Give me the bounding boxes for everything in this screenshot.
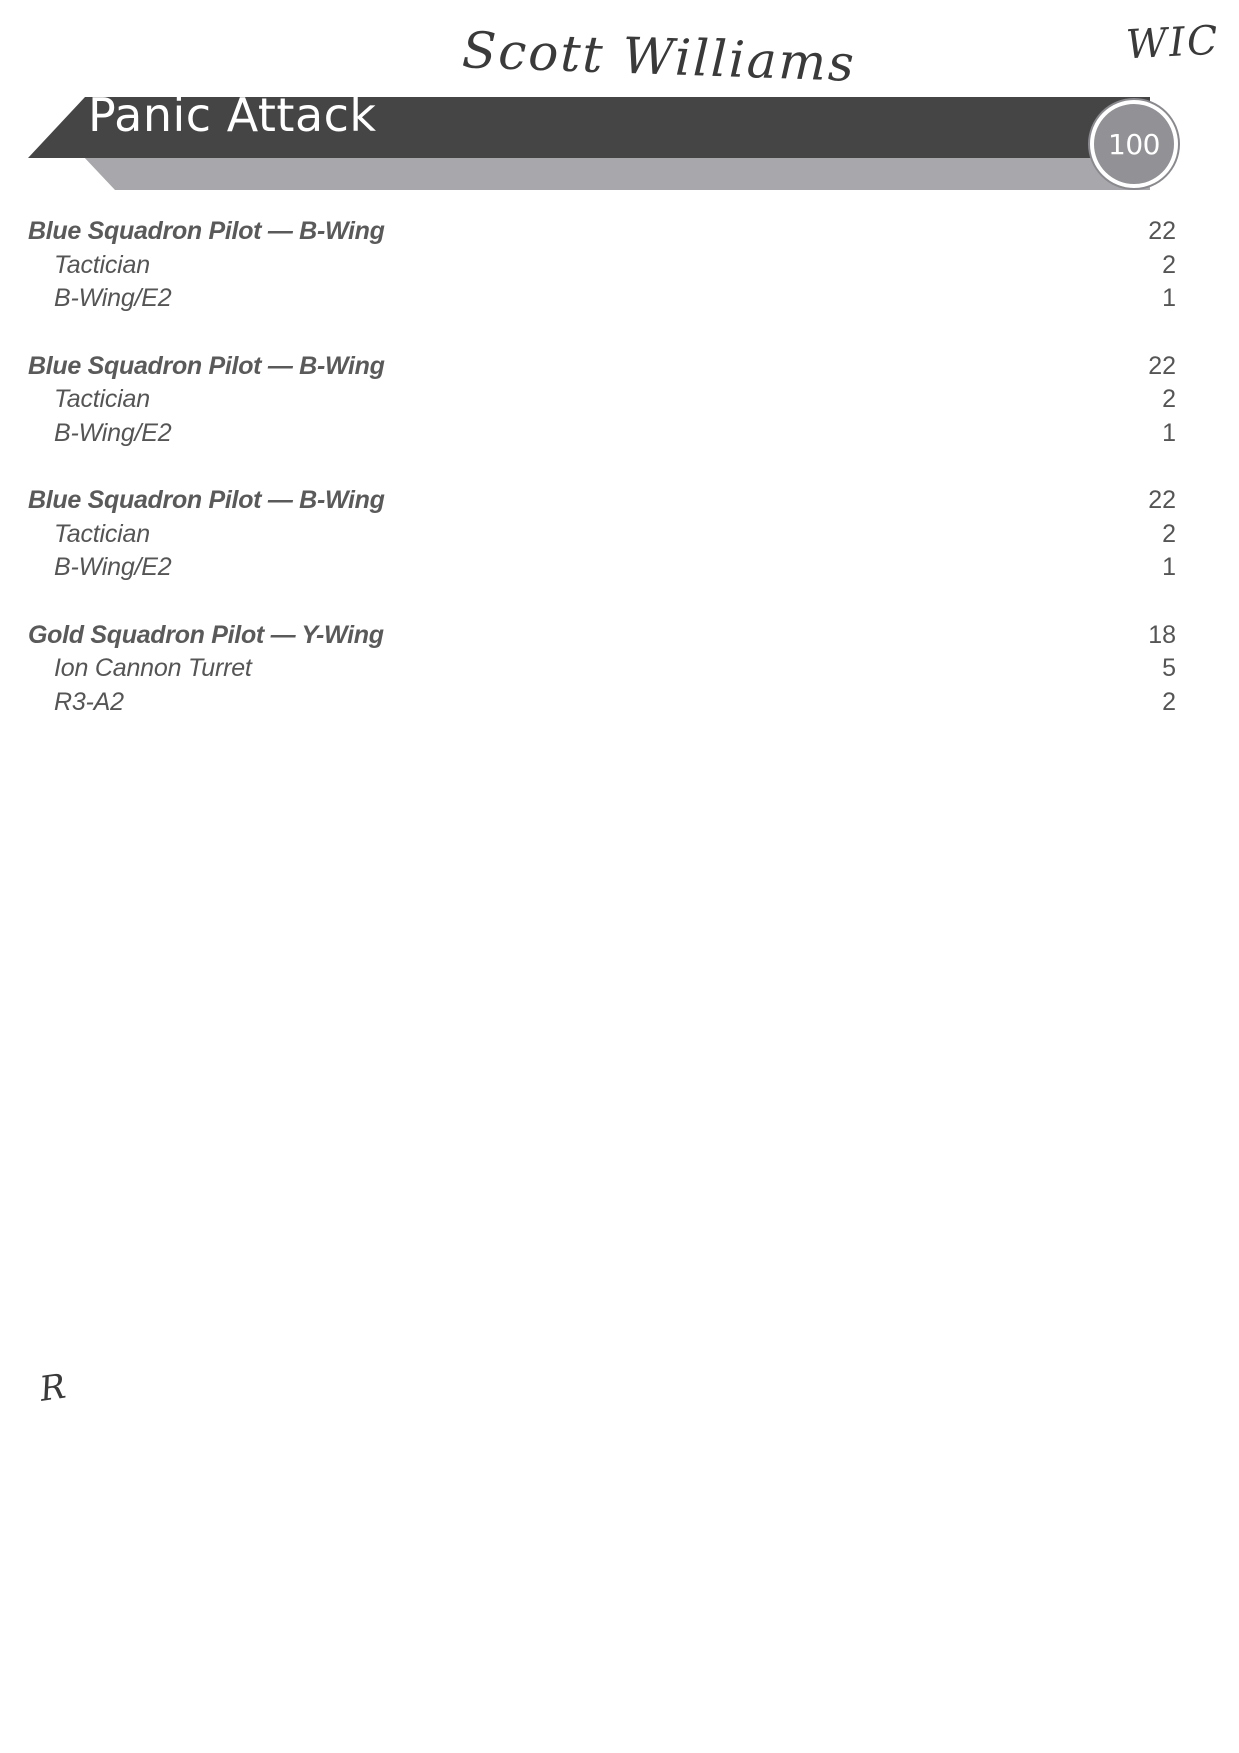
upgrade-cost: 1 [1162,284,1176,312]
upgrade-name: B-Wing/E2 [54,418,172,447]
pilot-cost: 18 [1148,620,1176,649]
squad-list [28,215,1176,753]
handwritten-corner-note: WIC [1124,17,1221,69]
upgrade-row [28,282,1176,316]
upgrade-name: Tactician [54,250,150,279]
upgrade-name: B-Wing/E2 [54,284,172,312]
page-title: Panic Attack [88,88,377,142]
pilot-name: Gold Squadron Pilot — Y-Wing [28,620,384,649]
ship-entry [28,619,1176,720]
upgrade-row [28,249,1176,283]
upgrade-cost: 1 [1162,553,1176,581]
handwritten-margin-mark: R [37,1366,71,1410]
pilot-cost: 22 [1148,351,1176,380]
upgrade-cost: 2 [1162,250,1176,279]
pilot-name: Blue Squadron Pilot — B-Wing [28,351,385,380]
upgrade-name: R3-A2 [54,687,124,716]
pilot-row [28,215,1176,249]
points-total-value: 100 [1108,127,1160,161]
upgrade-row [28,551,1176,585]
title-banner [0,0,1239,200]
upgrade-row [28,518,1176,552]
pilot-row [28,619,1176,653]
upgrade-row [28,417,1176,451]
handwritten-player-name: Scott Williams [461,21,857,93]
pilot-name: Blue Squadron Pilot — B-Wing [28,217,385,245]
pilot-row [28,350,1176,384]
upgrade-name: Tactician [54,385,150,413]
upgrade-name: Tactician [54,519,150,548]
ship-entry [28,484,1176,585]
ship-entry [28,350,1176,451]
pilot-name: Blue Squadron Pilot — B-Wing [28,486,385,514]
upgrade-name: Ion Cannon Turret [54,654,252,682]
pilot-cost: 22 [1148,486,1176,514]
upgrade-row [28,686,1176,720]
upgrade-cost: 2 [1162,687,1176,716]
upgrade-row [28,383,1176,417]
pilot-row [28,484,1176,518]
upgrade-name: B-Wing/E2 [54,553,172,581]
ship-entry [28,215,1176,316]
upgrade-row [28,652,1176,686]
pilot-cost: 22 [1148,217,1176,245]
upgrade-cost: 2 [1162,519,1176,548]
points-total-badge [1090,100,1178,188]
upgrade-cost: 2 [1162,385,1176,413]
banner-shadow-stripe [82,155,1150,190]
upgrade-cost: 1 [1162,418,1176,447]
upgrade-cost: 5 [1162,654,1176,682]
